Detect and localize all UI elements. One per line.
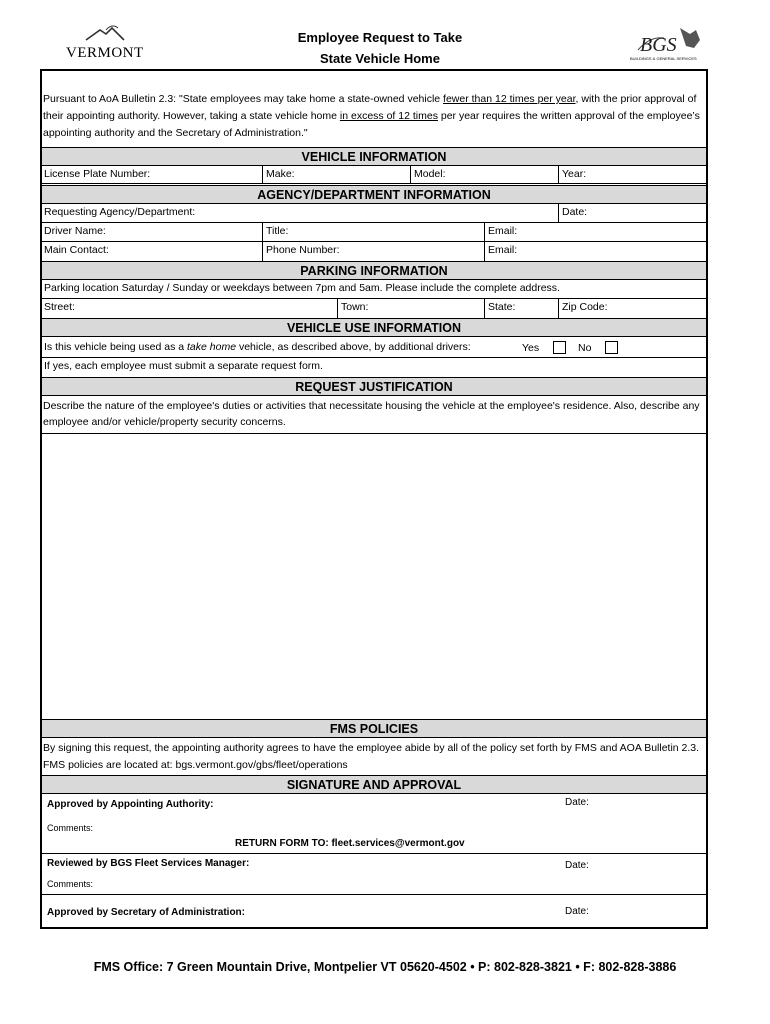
authority-comments-label[interactable]: Comments: (47, 823, 94, 833)
fms-policies-description: By signing this request, the appointing authority agrees to have the employee abide by all of the policy set forth by FMS and AOA Bulletin 2.3. FMS policies are located at: bgs.vermont.gov/gbs/fleet/operations (43, 742, 700, 771)
parking-description: Parking location Saturday / Sunday or weekdays between 7pm and 5am. Please include the complete address. (44, 282, 560, 294)
contact-email-field[interactable]: Email: (484, 242, 706, 261)
secretary-date-label[interactable]: Date: (565, 906, 589, 917)
section-agency-information: AGENCY/DEPARTMENT INFORMATION (42, 185, 706, 204)
requesting-agency-field[interactable]: Requesting Agency/Department: (44, 206, 196, 218)
approved-by-secretary-label: Approved by Secretary of Administration: (47, 907, 245, 918)
form-title-line1: Employee Request to Take (297, 30, 463, 45)
justification-desc-row (42, 396, 706, 434)
agency-date-field[interactable]: Date: (558, 204, 706, 222)
model-field[interactable]: Model: (410, 166, 558, 183)
manager-date-label[interactable]: Date: (565, 860, 589, 871)
form-title-line2: State Vehicle Home (320, 51, 440, 66)
authority-date-label[interactable]: Date: (565, 797, 589, 808)
bgs-logo-tagline: BUILDINGS & GENERAL SERVICES (630, 56, 697, 61)
justification-text-area[interactable] (42, 434, 706, 719)
agency-row-1 (42, 204, 706, 223)
reviewed-by-manager-label: Reviewed by BGS Fleet Services Manager: (47, 858, 250, 869)
section-signature-approval: SIGNATURE AND APPROVAL (42, 775, 706, 794)
town-field[interactable]: Town: (337, 299, 484, 318)
divider-line (42, 853, 706, 854)
license-plate-field[interactable]: License Plate Number: (44, 168, 151, 180)
vermont-logo (66, 24, 144, 61)
vermont-logo-text: VERMONT (66, 45, 144, 61)
phone-number-field[interactable]: Phone Number: (262, 242, 484, 261)
return-form-to: RETURN FORM TO: fleet.services@vermont.gov (235, 838, 465, 849)
bgs-logo (630, 26, 705, 66)
agency-row-3 (42, 242, 706, 261)
agency-row-2 (42, 223, 706, 242)
yes-label: Yes (522, 342, 540, 354)
vehicle-use-note: If yes, each employee must submit a separate request form. (44, 360, 323, 372)
main-contact-field[interactable]: Main Contact: (44, 244, 109, 256)
driver-name-field[interactable]: Driver Name: (44, 225, 106, 237)
intro-paragraph: Pursuant to AoA Bulletin 2.3: "State employees may take home a state-owned vehicle fewer than 12 times per year, with the prior approval of their appointing authority. However, taking a state vehicle home in excess of 12 times per year requires the written approval of the employee’s appointing authority and the Secretary of Administration." (43, 93, 700, 139)
divider-line (42, 894, 706, 895)
section-vehicle-information: VEHICLE INFORMATION (42, 147, 706, 166)
no-label: No (578, 342, 592, 354)
zip-code-field[interactable]: Zip Code: (558, 299, 706, 318)
vehicle-use-question-row (42, 337, 706, 358)
approved-by-authority-label: Approved by Appointing Authority: (47, 799, 214, 810)
footer-contact: FMS Office: 7 Green Mountain Drive, Montpelier VT 05620-4502 • P: 802-828-3821 • F: 802-828-3886 (93, 960, 677, 974)
parking-address-row (42, 299, 706, 318)
parking-desc-row (42, 280, 706, 299)
bgs-logo-text: BGS (640, 34, 677, 56)
vehicle-use-question: Is this vehicle being used as a take home vehicle, as described above, by additional drivers: (44, 341, 471, 353)
yes-checkbox[interactable] (553, 341, 566, 354)
manager-comments-label[interactable]: Comments: (47, 879, 94, 889)
vehicle-row (42, 166, 706, 184)
mountain-icon (66, 24, 141, 42)
driver-email-field[interactable]: Email: (484, 223, 706, 241)
make-field[interactable]: Make: (262, 166, 410, 183)
section-parking-information: PARKING INFORMATION (42, 261, 706, 280)
no-checkbox[interactable] (605, 341, 618, 354)
justification-description: Describe the nature of the employee's duties or activities that necessitate housing the vehicle at the employee's residence. Also, describe any employee and/or vehicle/property security concerns. (43, 400, 700, 428)
section-vehicle-use: VEHICLE USE INFORMATION (42, 318, 706, 337)
title-field[interactable]: Title: (262, 223, 484, 241)
section-request-justification: REQUEST JUSTIFICATION (42, 377, 706, 396)
state-field[interactable]: State: (484, 299, 558, 318)
year-field[interactable]: Year: (558, 166, 706, 183)
vehicle-use-note-row (42, 358, 706, 377)
street-field[interactable]: Street: (44, 301, 75, 313)
section-fms-policies: FMS POLICIES (42, 719, 706, 738)
